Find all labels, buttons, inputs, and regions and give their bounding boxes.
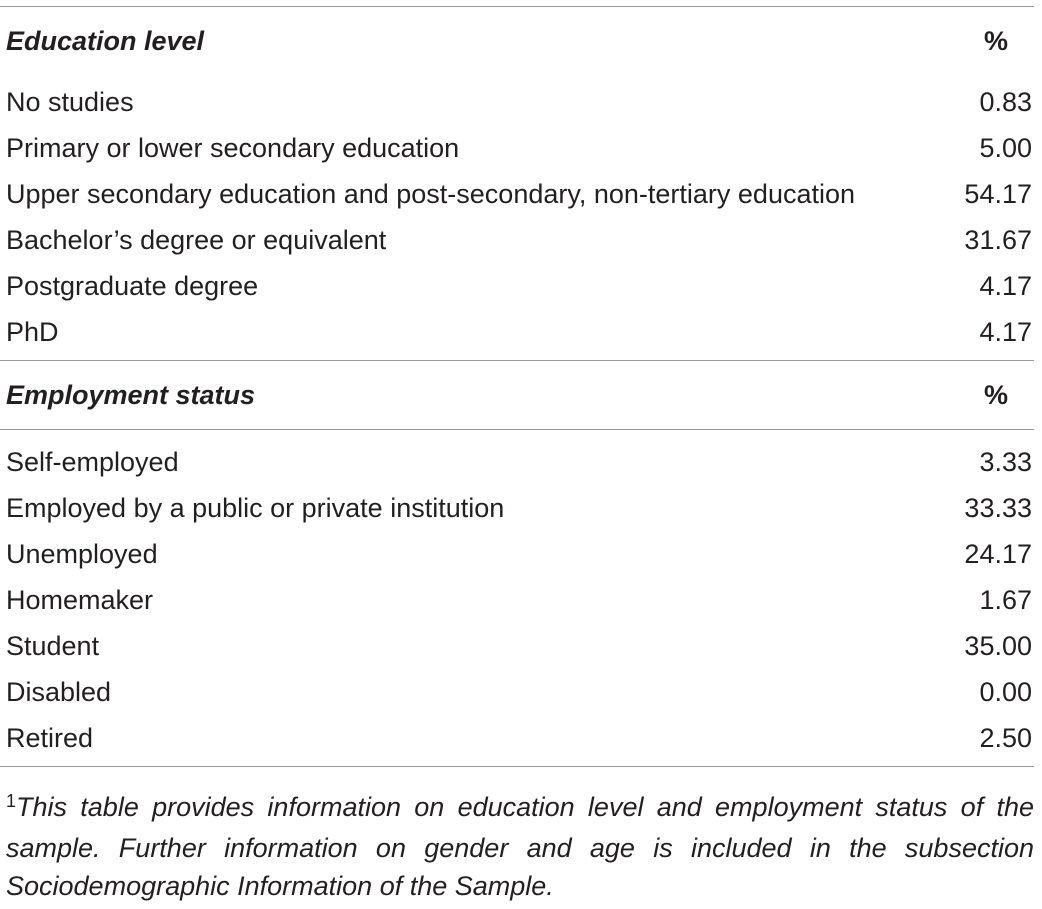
header-rule	[0, 429, 1034, 430]
row-value: 5.00	[979, 133, 1032, 163]
row-label: Homemaker	[6, 585, 154, 615]
row-label: Employed by a public or private institution	[6, 493, 505, 523]
row-value: 3.33	[979, 447, 1032, 477]
table-row	[0, 531, 1034, 577]
table-row	[0, 263, 1034, 309]
table-row	[0, 171, 1034, 217]
row-label: Disabled	[6, 677, 112, 707]
row-value: 54.17	[964, 179, 1032, 209]
row-label: Bachelor’s degree or equivalent	[6, 225, 387, 255]
table-row	[0, 439, 1034, 485]
row-label: PhD	[6, 317, 59, 347]
footnote-marker: 1	[6, 791, 17, 811]
row-value: 0.00	[979, 677, 1032, 707]
table-row	[0, 669, 1034, 715]
demographics-table	[0, 6, 1034, 767]
education-header-label: Education level	[6, 26, 205, 56]
employment-header-label: Employment status	[6, 380, 256, 410]
employment-header-unit: %	[983, 380, 1008, 410]
table-row	[0, 623, 1034, 669]
row-label: Unemployed	[6, 539, 158, 569]
row-value: 0.83	[979, 87, 1032, 117]
row-value: 2.50	[979, 723, 1032, 753]
education-header-unit: %	[983, 26, 1008, 56]
row-value: 35.00	[964, 631, 1032, 661]
row-label: Retired	[6, 723, 94, 753]
row-label: Primary or lower secondary education	[6, 133, 460, 163]
row-value: 4.17	[979, 317, 1032, 347]
footnote-text: This table provides information on education level and employment status of the sample. Further information on gender and age is included in the subsection Sociodemographic Information of the Sample.	[6, 792, 1034, 901]
table-row	[0, 715, 1034, 761]
row-value: 4.17	[979, 271, 1032, 301]
row-label: Upper secondary education and post-secondary, non-tertiary education	[6, 179, 856, 209]
bottom-rule	[0, 766, 1034, 767]
row-value: 24.17	[964, 539, 1032, 569]
education-header-row	[0, 7, 1034, 75]
row-value: 33.33	[964, 493, 1032, 523]
table-footnote	[6, 788, 1034, 905]
row-label: Self-employed	[6, 447, 179, 477]
row-value: 31.67	[964, 225, 1032, 255]
table-row	[0, 309, 1034, 355]
table-row	[0, 79, 1034, 125]
row-label: Student	[6, 631, 100, 661]
row-label: Postgraduate degree	[6, 271, 259, 301]
row-value: 1.67	[979, 585, 1032, 615]
table-row	[0, 217, 1034, 263]
table-row	[0, 577, 1034, 623]
employment-header-row	[0, 361, 1034, 429]
table-row	[0, 125, 1034, 171]
table-row	[0, 485, 1034, 531]
row-label: No studies	[6, 87, 134, 117]
